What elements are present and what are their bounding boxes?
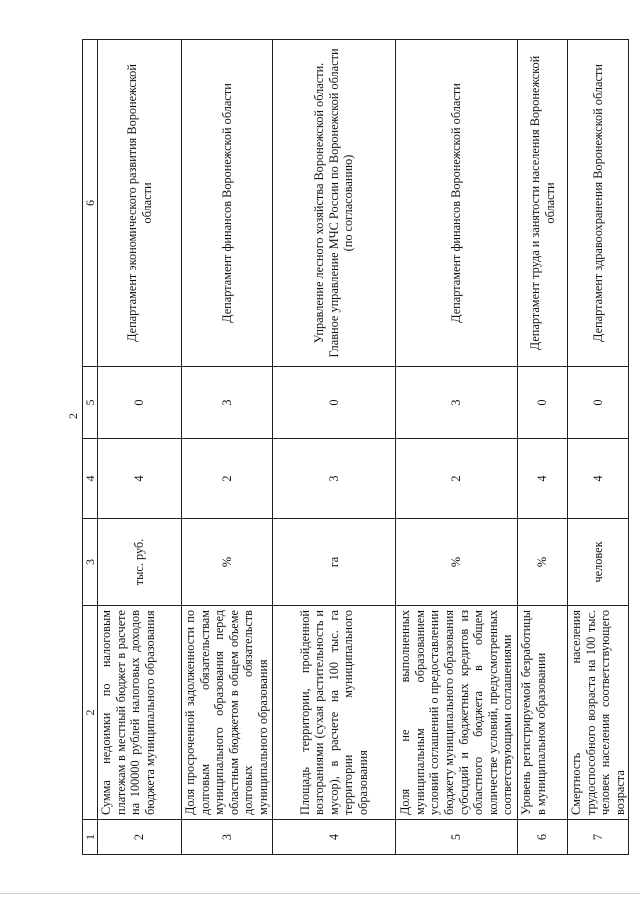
- value-col5: 0: [98, 367, 182, 439]
- department-cell: Департамент финансов Воронежской области: [396, 40, 518, 367]
- department-cell: Департамент экономического развития Воронежской области: [98, 40, 182, 367]
- value-col5: 0: [273, 367, 396, 439]
- table-row: [568, 40, 629, 855]
- row-number: 3: [182, 820, 273, 855]
- value-col5: 0: [518, 367, 568, 439]
- value-col4: 2: [182, 439, 273, 519]
- indicator-text: Доля не выполненных муниципальным образованием условий соглашений о предоставлении бюджету муниципального образования субсидий и бюджетных кредитов из областного бюджета в общем количестве условий, предусмотренных соответствующими соглашениями: [396, 606, 518, 820]
- row-number: 6: [518, 820, 568, 855]
- value-col5: 3: [396, 367, 518, 439]
- department-cell: Департамент труда и занятости населения Воронежской области: [518, 40, 568, 367]
- header-cell-6: 6: [83, 40, 98, 367]
- table-row: [273, 40, 396, 855]
- table-row: [182, 40, 273, 855]
- indicator-text: Сумма недоимки по налоговым платежам в местный бюджет в расчете на 100000 рублей налоговых доходов бюджета муниципального образования: [98, 606, 182, 820]
- header-row: [83, 40, 98, 855]
- value-col5: 3: [182, 367, 273, 439]
- indicator-text: Доля просроченной задолженности по долговым обязательствам муниципального образования перед областным бюджетом в общем объеме долговых обязательств муниципального образования: [182, 606, 273, 820]
- department-cell: Департамент здравоохранения Воронежской области: [568, 40, 629, 367]
- value-col4: 2: [396, 439, 518, 519]
- indicator-text: Площадь территории, пройденной возгораниями (сухая растительность и мусор), в расчете на 100 тыс. га территории муниципального образования: [273, 606, 396, 820]
- unit-cell: человек: [568, 519, 629, 606]
- department-cell: Департамент финансов Воронежской области: [182, 40, 273, 367]
- header-cell-1: 1: [83, 820, 98, 855]
- header-cell-3: 3: [83, 519, 98, 606]
- rotated-table-container: [82, 40, 627, 855]
- indicator-text: Смертность населения трудоспособного возраста на 100 тыс. человек населения соответствующего возраста: [568, 606, 629, 820]
- header-cell-5: 5: [83, 367, 98, 439]
- indicators-table: [82, 39, 629, 855]
- header-cell-2: 2: [83, 606, 98, 820]
- row-number: 4: [273, 820, 396, 855]
- value-col4: 4: [518, 439, 568, 519]
- value-col5: 0: [568, 367, 629, 439]
- unit-cell: %: [518, 519, 568, 606]
- table-row: [98, 40, 182, 855]
- indicator-text: Уровень регистрируемой безработицы в муниципальном образовании: [518, 606, 568, 820]
- department-cell: Управление лесного хозяйства Воронежской области. Главное управление МЧС России по Воронежской области (по согласованию): [273, 40, 396, 367]
- value-col4: 4: [568, 439, 629, 519]
- unit-cell: %: [182, 519, 273, 606]
- unit-cell: тыс. руб.: [98, 519, 182, 606]
- page-edge-divider: [0, 893, 640, 894]
- row-number: 5: [396, 820, 518, 855]
- row-number: 2: [98, 820, 182, 855]
- row-number: 7: [568, 820, 629, 855]
- value-col4: 4: [98, 439, 182, 519]
- unit-cell: га: [273, 519, 396, 606]
- unit-cell: %: [396, 519, 518, 606]
- header-cell-4: 4: [83, 439, 98, 519]
- table-row: [518, 40, 568, 855]
- table-row: [396, 40, 518, 855]
- value-col4: 3: [273, 439, 396, 519]
- page-number: 2: [66, 413, 80, 419]
